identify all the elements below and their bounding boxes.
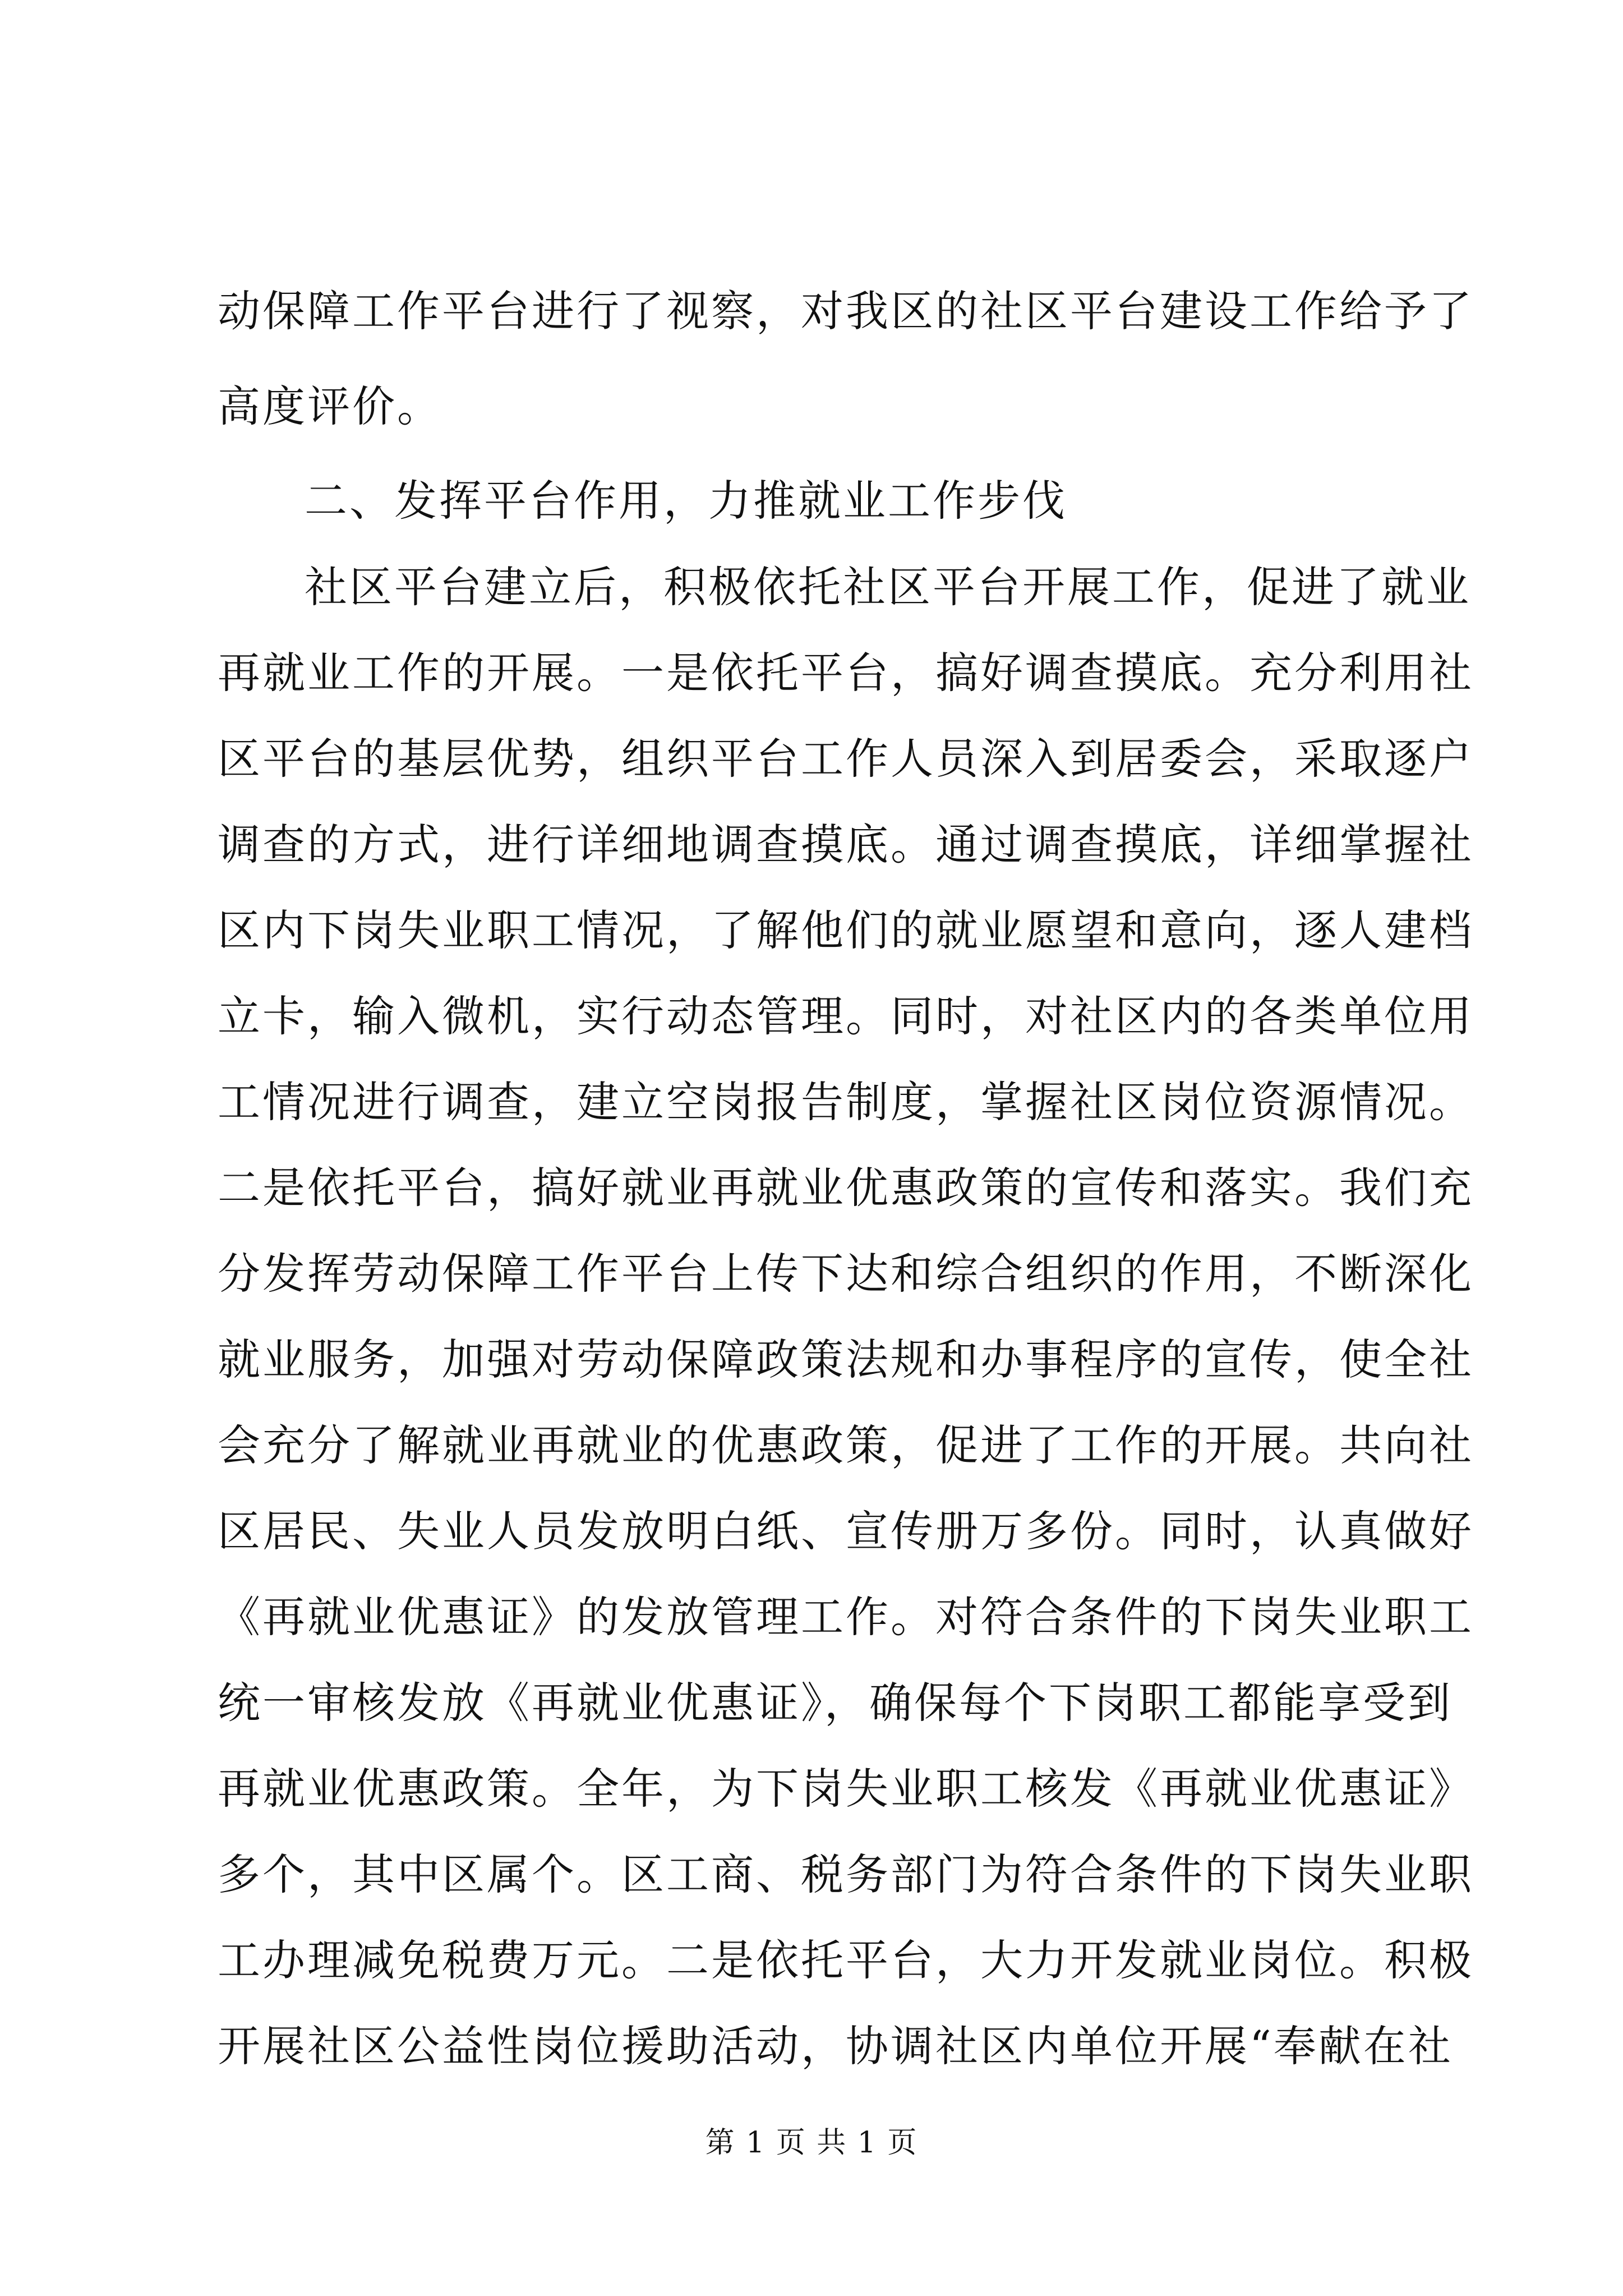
text-line: 再就业工作的开展。一是依托平台，搞好调查摸底。充分利用社 — [218, 648, 1474, 698]
text-line: 《再就业优惠证》的发放管理工作。对符合条件的下岗失业职工 — [218, 1592, 1474, 1642]
text-line: 工办理减免税费万元。二是依托平台，大力开发就业岗位。积极 — [218, 1935, 1474, 1985]
text-line: 开展社区公益性岗位援助活动，协调社区内单位开展“奉献在社 — [218, 2021, 1453, 2071]
paragraph-first-line: 社区平台建立后，积极依托社区平台开展工作，促进了就业 — [305, 562, 1471, 612]
text-line: 立卡，输入微机，实行动态管理。同时，对社区内的各类单位用 — [218, 991, 1474, 1041]
text-line: 二是依托平台，搞好就业再就业优惠政策的宣传和落实。我们充 — [218, 1163, 1474, 1213]
text-line: 调查的方式，进行详细地调查摸底。通过调查摸底，详细掌握社 — [218, 820, 1474, 869]
text-line: 区平台的基层优势，组织平台工作人员深入到居委会，采取逐户 — [218, 734, 1474, 784]
text-line: 再就业优惠政策。全年，为下岗失业职工核发《再就业优惠证》 — [218, 1764, 1474, 1814]
text-line: 高度评价。 — [218, 381, 442, 431]
section-heading: 二、发挥平台作用，力推就业工作步伐 — [305, 476, 1067, 526]
text-line: 区内下岗失业职工情况，了解他们的就业愿望和意向，逐人建档 — [218, 905, 1474, 955]
text-line: 就业服务，加强对劳动保障政策法规和办事程序的宣传，使全社 — [218, 1335, 1474, 1384]
text-line: 会充分了解就业再就业的优惠政策，促进了工作的开展。共向社 — [218, 1420, 1474, 1470]
page-number-footer: 第 1 页 共 1 页 — [705, 2126, 918, 2160]
text-line: 动保障工作平台进行了视察，对我区的社区平台建设工作给予了 — [218, 286, 1474, 336]
text-line: 工情况进行调查，建立空岗报告制度，掌握社区岗位资源情况。 — [218, 1077, 1474, 1127]
text-line: 统一审核发放《再就业优惠证》，确保每个下岗职工都能享受到 — [218, 1678, 1453, 1728]
text-line: 多个，其中区属个。区工商、税务部门为符合条件的下岗失业职 — [218, 1849, 1474, 1899]
text-line: 分发挥劳动保障工作平台上传下达和综合组织的作用，不断深化 — [218, 1249, 1474, 1299]
text-line: 区居民、失业人员发放明白纸、宣传册万多份。同时，认真做好 — [218, 1506, 1474, 1556]
